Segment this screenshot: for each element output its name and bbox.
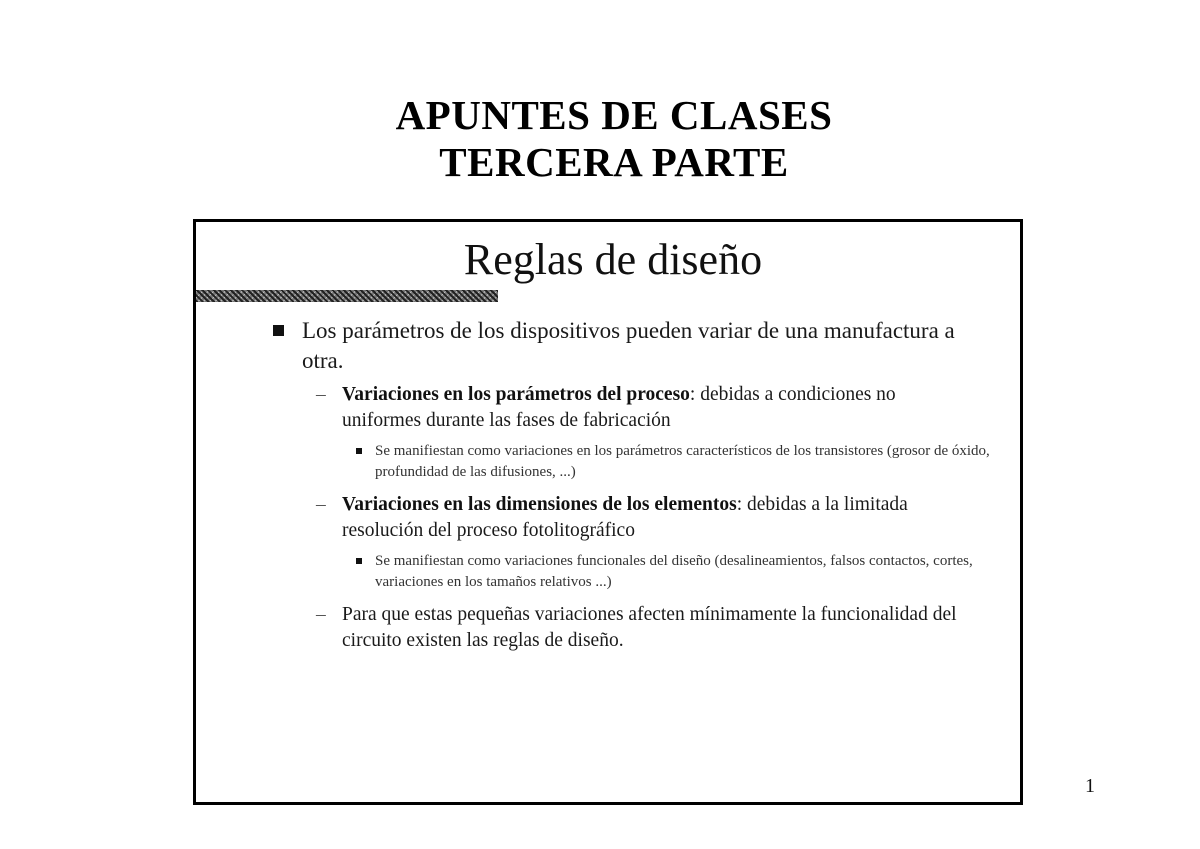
sub-bullet-bold: Variaciones en los parámetros del proceso — [342, 384, 690, 405]
sub-bullet-text — [316, 382, 976, 434]
sub-bullet-text — [316, 492, 976, 544]
sub-bullet-dimension-variations — [316, 492, 976, 544]
dash-bullet-icon: – — [316, 604, 326, 625]
title-decorative-bar — [196, 290, 498, 302]
dash-bullet-icon: – — [316, 494, 326, 515]
sub-bullet-process-variations — [316, 382, 976, 434]
detail-text: Se manifiestan como variaciones en los parámetros característicos de los transistores (grosor de óxido, profundidad de las difusiones, ...) — [375, 443, 990, 480]
bullet-text: Los parámetros de los dispositivos pueden variar de una manufactura a otra. — [302, 318, 955, 373]
document-header — [0, 92, 1200, 186]
header-line-1: APUNTES DE CLASES — [395, 92, 833, 138]
slide-frame — [193, 219, 1023, 805]
bullet-level-1 — [268, 316, 968, 376]
detail-bullet-dimensions — [356, 551, 996, 593]
detail-text: Se manifiestan como variaciones funcionales del diseño (desalineamientos, falsos contactos, cortes, variaciones en los tamaños relativos ...) — [375, 553, 973, 590]
square-bullet-icon — [273, 325, 284, 336]
header-line-2: TERCERA PARTE — [439, 139, 789, 185]
dash-bullet-icon: – — [316, 384, 326, 405]
sub-bullet-rest: : debidas a la limitada resolución del proceso fotolitográfico — [342, 494, 908, 541]
sub-bullet-bold: Variaciones en las dimensiones de los elementos — [342, 494, 737, 515]
small-square-bullet-icon — [356, 558, 362, 564]
small-square-bullet-icon — [356, 448, 362, 454]
slide-title: Reglas de diseño — [463, 235, 763, 284]
sub-bullet-text: Para que estas pequeñas variaciones afecten mínimamente la funcionalidad del circuito existen las reglas de diseño. — [342, 604, 957, 651]
sub-bullet-rest: : debidas a condiciones no uniformes durante las fases de fabricación — [342, 384, 896, 431]
sub-bullet-design-rules — [316, 602, 976, 654]
page-number: 1 — [1085, 775, 1095, 797]
detail-bullet-process — [356, 441, 996, 483]
